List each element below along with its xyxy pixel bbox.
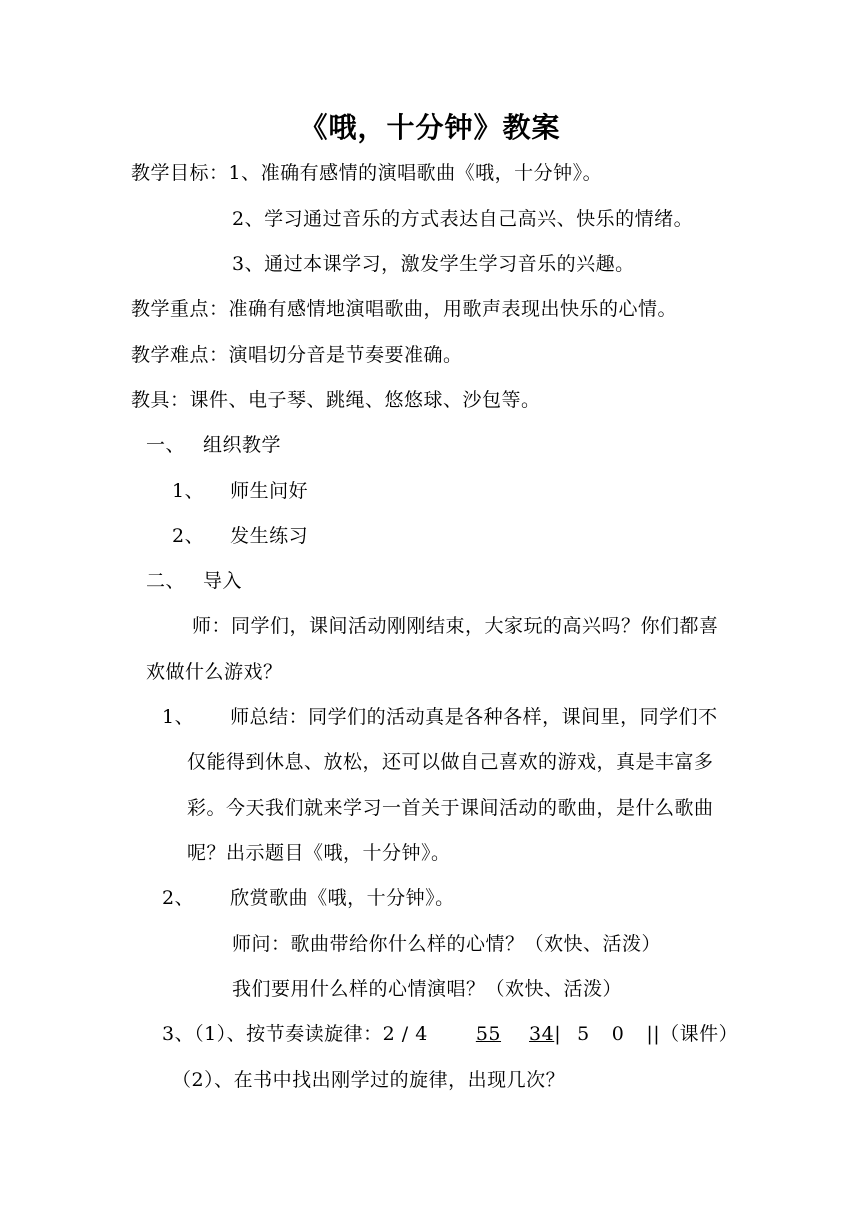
section2-item3-line — [162, 1021, 739, 1047]
section1-sub1-number: 1、 — [172, 480, 205, 502]
section2-number: 二、 — [146, 570, 186, 592]
section2-item1-line-4: 呢？出示题目《哦，十分钟》。 — [187, 842, 451, 864]
rhythm-note-0: 0 — [611, 1023, 625, 1045]
rhythm-note-55: 55 — [475, 1023, 502, 1045]
tools: 教具：课件、电子琴、跳绳、悠悠球、沙包等。 — [131, 389, 541, 411]
section2-item1-line-2: 仅能得到休息、放松，还可以做自己喜欢的游戏，真是丰富多 — [187, 751, 714, 773]
objectives-label: 教学目标： — [131, 162, 229, 184]
difficulty: 教学难点：演唱切分音是节奏要准确。 — [131, 344, 463, 366]
rhythm-note-5: 5 — [577, 1023, 590, 1045]
intro-paragraph-line-2: 欢做什么游戏？ — [146, 661, 283, 683]
intro-paragraph-line-1: 师：同学们，课间活动刚刚结束，大家玩的高兴吗？你们都喜 — [192, 615, 719, 637]
section1-sub1-text: 师生问好 — [230, 480, 309, 502]
section1-sub2-number: 2、 — [172, 525, 205, 547]
teacher-question-1: 师问：歌曲带给你什么样的心情？（欢快、活泼） — [232, 933, 662, 955]
section2-item1-text-1: 师总结：同学们的活动真是各种各样，课间里，同学们不 — [230, 706, 718, 728]
section2-item1-line-3: 彩。今天我们就来学习一首关于课间活动的歌曲，是什么歌曲 — [187, 797, 714, 819]
section2-item3-sub2: （2）、在书中找出刚学过的旋律，出现几次？ — [172, 1069, 566, 1091]
objective-item-2: 2、学习通过音乐的方式表达自己高兴、快乐的情绪。 — [232, 208, 694, 230]
section1-sub2-text: 发生练习 — [230, 525, 309, 547]
section2-item1-line-1 — [162, 704, 718, 730]
rhythm-barline: | — [554, 1023, 562, 1045]
section1-label: 组织教学 — [203, 434, 282, 456]
objective-item-3: 3、通过本课学习，激发学生学习音乐的兴趣。 — [232, 253, 635, 275]
section1-number: 一、 — [146, 434, 186, 456]
rhythm-note-34: 34 — [529, 1023, 555, 1045]
section2-item2-number: 2、 — [162, 887, 195, 909]
document-title: 《哦，十分钟》教案 — [299, 111, 561, 144]
key-point: 教学重点：准确有感情地演唱歌曲，用歌声表现出快乐的心情。 — [131, 298, 678, 320]
section2-label: 导入 — [203, 570, 243, 592]
objectives-line-1 — [131, 160, 602, 186]
section1-sub2 — [172, 523, 308, 549]
rhythm-end-courseware: ||（课件） — [646, 1023, 739, 1045]
section1-sub1 — [172, 478, 308, 504]
item3-prefix: 3、（1）、按节奏读旋律：2 / 4 — [162, 1023, 428, 1045]
section2-heading — [146, 568, 242, 594]
section2-item2 — [162, 885, 455, 911]
teacher-question-2: 我们要用什么样的心情演唱？（欢快、活泼） — [232, 978, 623, 1000]
section2-item2-text: 欣赏歌曲《哦，十分钟》。 — [230, 887, 455, 909]
section2-item1-number: 1、 — [162, 706, 195, 728]
objective-item-1: 1、准确有感情的演唱歌曲《哦，十分钟》。 — [228, 162, 603, 184]
section1-heading — [146, 432, 281, 458]
